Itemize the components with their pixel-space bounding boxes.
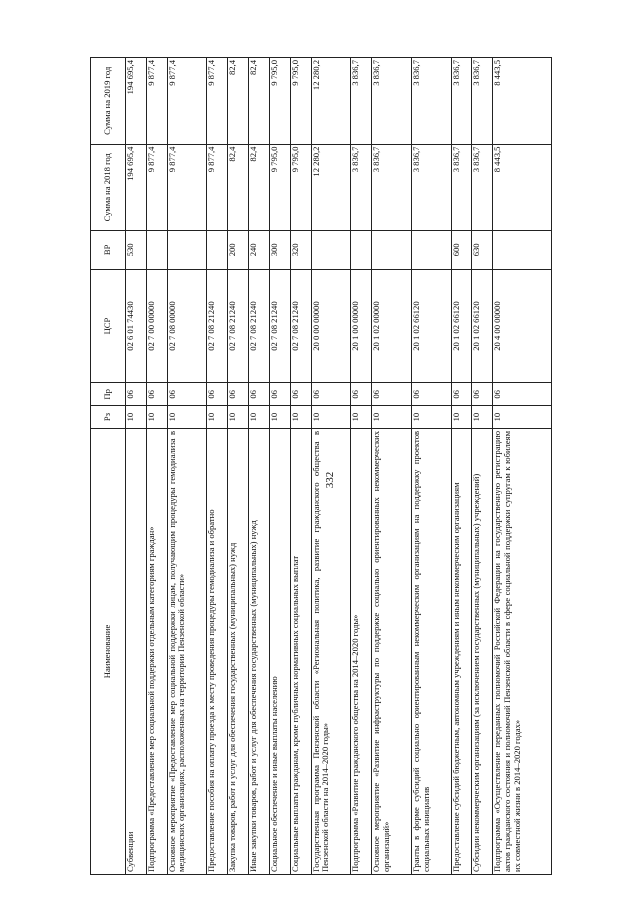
header-vr: ВР [91, 230, 126, 269]
cell-pr: 06 [351, 383, 372, 406]
cell-vr: 200 [228, 230, 249, 269]
cell-pr: 06 [146, 383, 167, 406]
cell-vr: 630 [472, 230, 493, 269]
cell-name: Предоставление субсидий бюджетным, автономным учреждениям и иным некоммерческим организациям [451, 428, 472, 874]
cell-pr: 06 [311, 383, 351, 406]
cell-rz: 10 [311, 406, 351, 429]
cell-vr [411, 230, 451, 269]
cell-sum-2018: 8 443,5 [493, 144, 552, 230]
cell-rz: 10 [228, 406, 249, 429]
header-pr: Пр [91, 383, 126, 406]
table-row [269, 58, 290, 875]
cell-sum-2019: 194 695,4 [126, 58, 147, 145]
cell-sum-2018: 9 795,0 [269, 144, 290, 230]
cell-csr: 02 6 01 74430 [126, 269, 147, 383]
cell-sum-2019: 9 877,4 [167, 58, 207, 145]
cell-rz: 10 [472, 406, 493, 429]
cell-vr: 300 [269, 230, 290, 269]
cell-pr: 06 [167, 383, 207, 406]
cell-pr: 06 [372, 383, 412, 406]
cell-rz: 10 [269, 406, 290, 429]
cell-sum-2018: 9 877,4 [146, 144, 167, 230]
cell-pr: 06 [472, 383, 493, 406]
cell-pr: 06 [126, 383, 147, 406]
cell-rz: 10 [126, 406, 147, 429]
cell-vr [207, 230, 228, 269]
cell-sum-2018: 3 836,7 [411, 144, 451, 230]
cell-vr [493, 230, 552, 269]
cell-sum-2019: 3 836,7 [451, 58, 472, 145]
cell-vr [351, 230, 372, 269]
cell-csr: 20 1 02 66120 [411, 269, 451, 383]
cell-sum-2018: 3 836,7 [472, 144, 493, 230]
cell-rz: 10 [290, 406, 311, 429]
table-row [472, 58, 493, 875]
cell-rz: 10 [451, 406, 472, 429]
cell-pr: 06 [269, 383, 290, 406]
cell-pr: 06 [228, 383, 249, 406]
cell-vr [311, 230, 351, 269]
table-row [372, 58, 412, 875]
cell-rz: 10 [372, 406, 412, 429]
table-row [126, 58, 147, 875]
cell-name: Субвенции [126, 428, 147, 874]
cell-sum-2019: 82,4 [228, 58, 249, 145]
cell-sum-2018: 9 877,4 [207, 144, 228, 230]
cell-sum-2019: 9 877,4 [146, 58, 167, 145]
cell-vr: 240 [249, 230, 270, 269]
cell-vr: 600 [451, 230, 472, 269]
table-row [146, 58, 167, 875]
cell-sum-2019: 82,4 [249, 58, 270, 145]
cell-vr [372, 230, 412, 269]
table-row [311, 58, 351, 875]
cell-csr: 02 7 08 21240 [228, 269, 249, 383]
cell-name: Основное мероприятие «Предоставление мер социальной поддержки лицам, получающим процедуры гемодиализа в медицинских организациях, расположенных на территории Пензенской области» [167, 428, 207, 874]
header-sum-2019: Сумма на 2019 год [91, 58, 126, 145]
table-row [249, 58, 270, 875]
cell-sum-2019: 3 836,7 [372, 58, 412, 145]
cell-rz: 10 [493, 406, 552, 429]
cell-name: Подпрограмма «Предоставление мер социальной поддержки отдельным категориям граждан» [146, 428, 167, 874]
cell-sum-2019: 9 795,0 [269, 58, 290, 145]
cell-csr: 20 1 02 00000 [372, 269, 412, 383]
cell-name: Социальное обеспечение и иные выплаты населению [269, 428, 290, 874]
table-row [228, 58, 249, 875]
cell-rz: 10 [167, 406, 207, 429]
cell-csr: 02 7 08 21240 [249, 269, 270, 383]
cell-name: Основное мероприятие «Развитие инфраструктуры по поддержке социально ориентированных некоммерческих организаций» [372, 428, 412, 874]
cell-pr: 06 [207, 383, 228, 406]
cell-csr: 02 7 08 21240 [269, 269, 290, 383]
table-row [167, 58, 207, 875]
cell-sum-2019: 8 443,5 [493, 58, 552, 145]
cell-csr: 20 1 02 66120 [451, 269, 472, 383]
page-number: 332 [324, 471, 336, 489]
cell-rz: 10 [411, 406, 451, 429]
table-row [451, 58, 472, 875]
cell-csr: 20 1 02 66120 [472, 269, 493, 383]
cell-name: Подпрограмма «Осуществление переданных полномочий Российской Федерации на государственную регистрацию актов гражданского состояния и полномочий Пензенской области в сфере социальной поддержки супругам к юбилеям их совместной жизни в 2014–2020 годах» [493, 428, 552, 874]
rotated-page-content [90, 57, 552, 875]
table-row [411, 58, 451, 875]
cell-pr: 06 [249, 383, 270, 406]
cell-vr [167, 230, 207, 269]
cell-sum-2018: 12 280,2 [311, 144, 351, 230]
cell-rz: 10 [351, 406, 372, 429]
header-csr: ЦСР [91, 269, 126, 383]
header-rz: Рз [91, 406, 126, 429]
table-header-row [91, 58, 126, 875]
cell-csr: 02 7 08 21240 [207, 269, 228, 383]
table-row [290, 58, 311, 875]
cell-name: Гранты в форме субсидий социально ориентированным некоммерческим организациям на поддержку проектов социальных инициатив [411, 428, 451, 874]
cell-sum-2018: 9 877,4 [167, 144, 207, 230]
table-row [493, 58, 552, 875]
cell-sum-2019: 9 795,0 [290, 58, 311, 145]
cell-rz: 10 [146, 406, 167, 429]
cell-sum-2019: 3 836,7 [351, 58, 372, 145]
cell-pr: 06 [451, 383, 472, 406]
table-row [207, 58, 228, 875]
cell-sum-2019: 9 877,4 [207, 58, 228, 145]
cell-name: Закупка товаров, работ и услуг для обеспечения государственных (муниципальных) нужд [228, 428, 249, 874]
cell-sum-2018: 3 836,7 [451, 144, 472, 230]
cell-sum-2018: 82,4 [249, 144, 270, 230]
cell-pr: 06 [411, 383, 451, 406]
cell-sum-2018: 9 795,0 [290, 144, 311, 230]
cell-sum-2018: 82,4 [228, 144, 249, 230]
cell-sum-2018: 194 695,4 [126, 144, 147, 230]
cell-vr [146, 230, 167, 269]
table-row [351, 58, 372, 875]
cell-name: Государственная программа Пензенской области «Региональная политика, развитие гражданского общества в Пензенской области на 2014–2020 годы» [311, 428, 351, 874]
cell-name: Социальные выплаты гражданам, кроме публичных нормативных социальных выплат [290, 428, 311, 874]
cell-sum-2019: 12 280,2 [311, 58, 351, 145]
cell-name: Иные закупки товаров, работ и услуг для обеспечения государственных (муниципальных) нужд [249, 428, 270, 874]
budget-table [90, 57, 552, 875]
cell-vr: 320 [290, 230, 311, 269]
cell-name: Предоставление пособия на оплату проезда к месту проведения процедуры гемодиализа и обратно [207, 428, 228, 874]
cell-csr: 20 4 00 00000 [493, 269, 552, 383]
cell-pr: 06 [493, 383, 552, 406]
header-sum-2018: Сумма на 2018 год [91, 144, 126, 230]
cell-pr: 06 [290, 383, 311, 406]
cell-csr: 02 7 08 00000 [167, 269, 207, 383]
cell-name: Субсидии некоммерческим организациям (за исключением государственных (муниципальных) учреждений) [472, 428, 493, 874]
cell-csr: 20 0 00 00000 [311, 269, 351, 383]
cell-name: Подпрограмма «Развитие гражданского общества на 2014–2020 годы» [351, 428, 372, 874]
cell-sum-2018: 3 836,7 [351, 144, 372, 230]
cell-csr: 02 7 00 00000 [146, 269, 167, 383]
cell-rz: 10 [249, 406, 270, 429]
cell-sum-2018: 3 836,7 [372, 144, 412, 230]
cell-rz: 10 [207, 406, 228, 429]
cell-sum-2019: 3 836,7 [472, 58, 493, 145]
cell-vr: 530 [126, 230, 147, 269]
header-name: Наименование [91, 428, 126, 874]
cell-sum-2019: 3 836,7 [411, 58, 451, 145]
cell-csr: 02 7 08 21240 [290, 269, 311, 383]
cell-csr: 20 1 00 00000 [351, 269, 372, 383]
